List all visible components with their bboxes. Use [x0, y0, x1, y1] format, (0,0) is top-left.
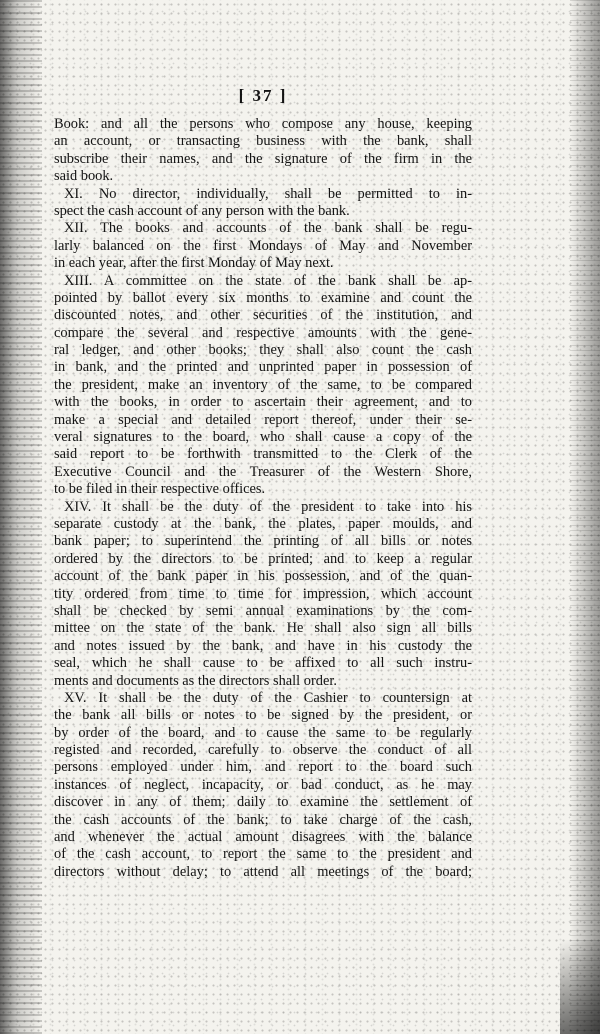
text-line: mittee on the state of the bank. He shall also sign all bills	[54, 620, 472, 637]
text-line: the president, make an inventory of the same, to be compared	[54, 376, 472, 393]
text-line: persons employed under him, and report to the board such	[54, 759, 472, 776]
text-line: Book: and all the persons who compose any house, keeping	[54, 116, 472, 132]
text-line: XIII. A committee on the state of the bank shall be ap-	[64, 272, 472, 289]
text-line: larly balanced on the first Mondays of May and November	[54, 237, 472, 254]
text-line: XIV. It shall be the duty of the president to take into his	[64, 498, 472, 515]
text-line: tity ordered from time to time for impression, which account	[54, 585, 472, 602]
text-line: XV. It shall be the duty of the Cashier to countersign at	[64, 689, 472, 706]
text-line: discounted notes, and other securities of the institution, and	[54, 307, 472, 324]
text-line: XI. No director, individually, shall be permitted to in-	[64, 185, 472, 202]
text-line: instances of neglect, incapacity, or bad conduct, as he may	[54, 776, 472, 793]
text-line: to be filed in their respective offices.	[54, 481, 266, 498]
text-line: with the books, in order to ascertain their agreement, and to	[54, 394, 472, 411]
text-line: ordered by the directors to be printed; and to keep a regular	[54, 550, 472, 567]
text-line: the bank all bills or notes to be signed by the president, or	[54, 707, 472, 724]
text-line: registed and recorded, carefully to observe the conduct of all	[54, 742, 472, 759]
text-line: bank paper; to superintend the printing of all bills or notes	[54, 533, 472, 550]
text-line: of the cash account, to report the same to the president and	[54, 846, 472, 863]
text-line: said book.	[54, 168, 114, 185]
text-line: Executive Council and the Treasurer of the Western Shore,	[54, 463, 472, 480]
text-line: seal, which he shall cause to be affixed to all such instru-	[54, 655, 472, 672]
text-line: by order of the board, and to cause the same to be regularly	[54, 724, 472, 741]
document-page	[54, 86, 472, 881]
text-line: directors without delay; to attend all meetings of the board;	[54, 863, 472, 880]
text-line: XII. The books and accounts of the bank shall be regu-	[64, 220, 472, 237]
text-line: ments and documents as the directors shall order.	[54, 672, 337, 689]
text-line: in bank, and the printed and unprinted paper in possession of	[54, 359, 472, 376]
text-line: spect the cash account of any person with the bank.	[54, 202, 350, 219]
text-line: compare the several and respective amounts with the gene-	[54, 324, 472, 341]
scan-right-edge-shadow	[570, 0, 600, 1034]
text-line: make a special and detailed report thereof, under their se-	[54, 411, 472, 428]
text-line: the cash accounts of the bank; to take charge of the cash,	[54, 811, 472, 828]
text-line: subscribe their names, and the signature of the firm in the	[54, 150, 472, 167]
scan-corner-smudge	[560, 940, 600, 1034]
text-line: ral ledger, and other books; they shall also count the cash	[54, 342, 472, 359]
text-line: discover in any of them; daily to examine the settlement of	[54, 794, 472, 811]
text-line: said report to be forthwith transmitted to the Clerk of the	[54, 446, 472, 463]
text-line: pointed by ballot every six months to examine and count the	[54, 289, 472, 306]
text-line: in each year, after the first Monday of May next.	[54, 255, 334, 272]
scan-left-edge-shadow	[0, 0, 42, 1034]
text-line: separate custody at the bank, the plates, paper moulds, and	[54, 515, 472, 532]
text-line: an account, or transacting business with the bank, shall	[54, 133, 472, 150]
page-number: [ 37 ]	[238, 86, 288, 105]
text-line: and notes issued by the bank, and have in his custody the	[54, 637, 472, 654]
text-line: account of the bank paper in his possession, and of the quan-	[54, 568, 472, 585]
body-text	[54, 116, 472, 881]
text-line: shall be checked by semi annual examinations by the com-	[54, 602, 472, 619]
text-line: and whenever the actual amount disagrees with the balance	[54, 829, 472, 846]
text-line: veral signatures to the board, who shall cause a copy of the	[54, 429, 472, 446]
